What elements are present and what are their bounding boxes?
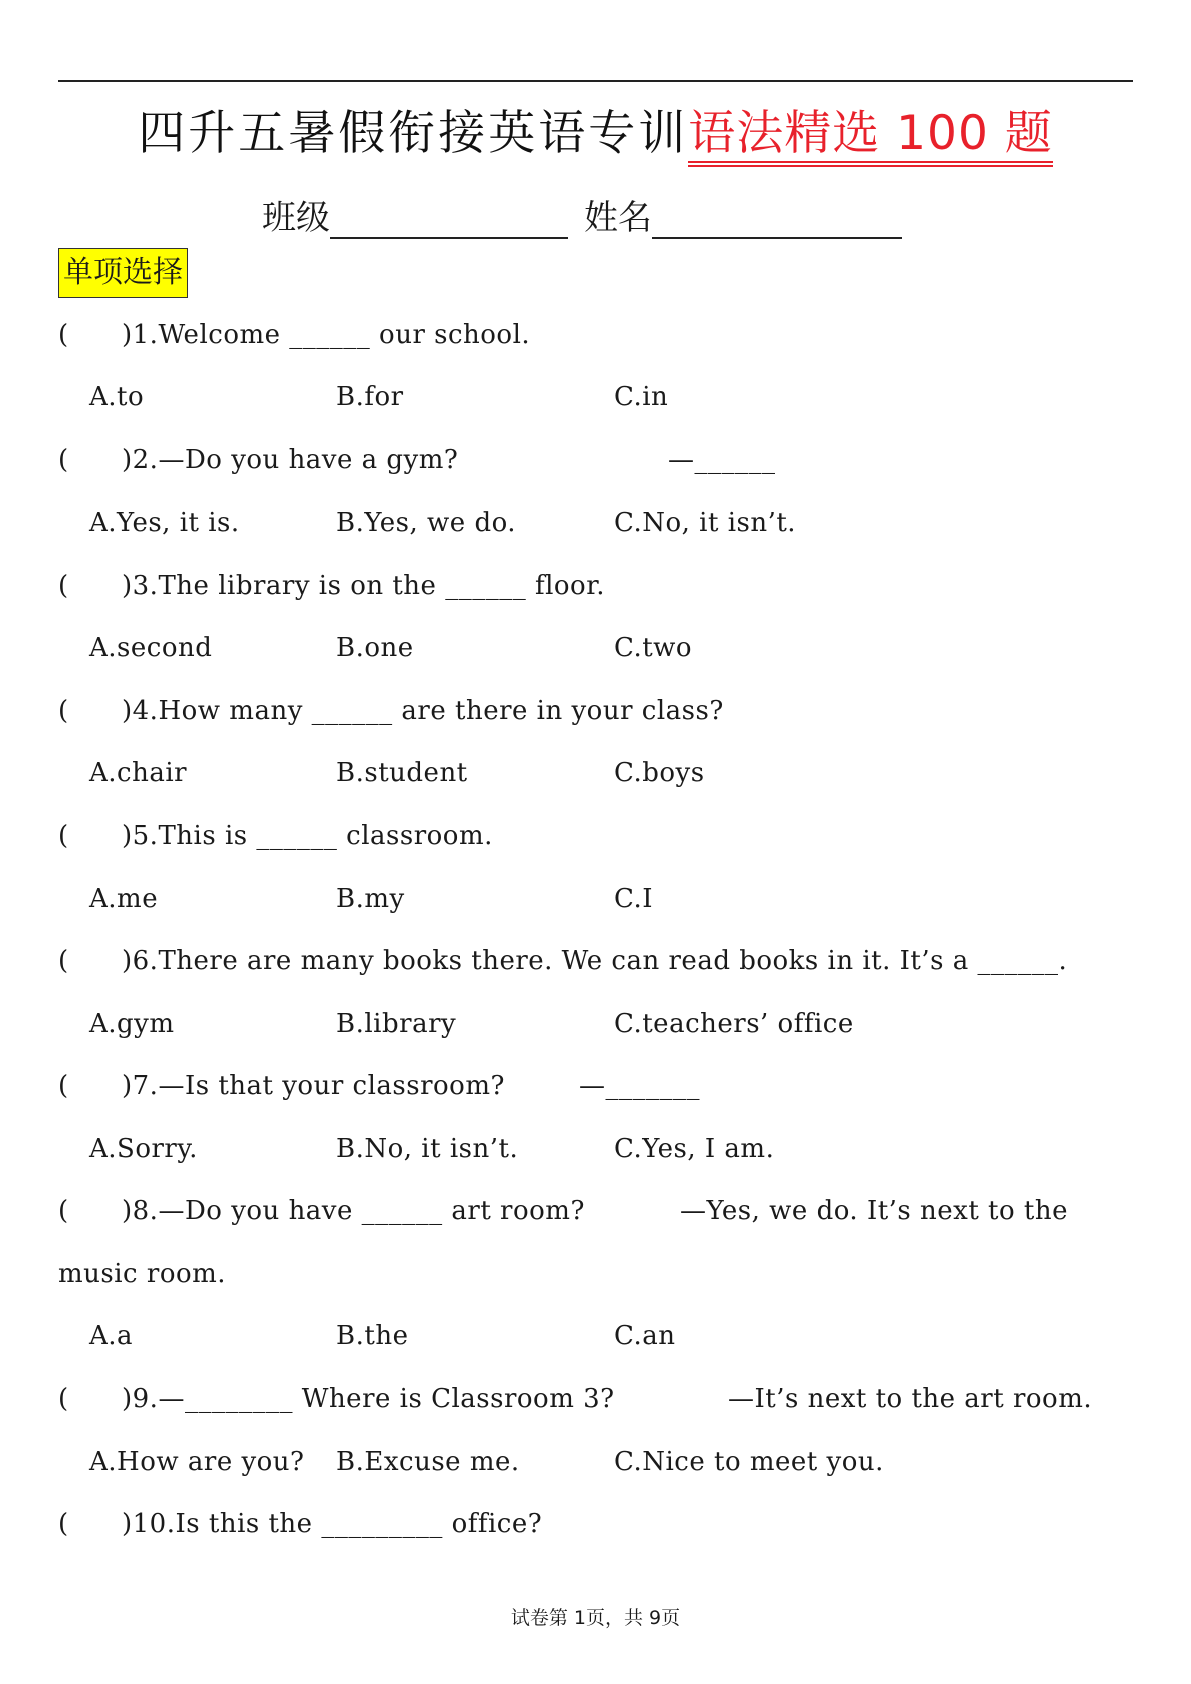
- question-1: [58, 320, 530, 350]
- question-3: [58, 571, 605, 601]
- option-c: C.Yes, I am.: [614, 1134, 775, 1164]
- question-9: [58, 1384, 615, 1414]
- option-c: C.two: [614, 633, 693, 663]
- option-c: C.Nice to meet you.: [614, 1447, 884, 1477]
- question-text: )1.Welcome ______ our school.: [122, 320, 531, 350]
- question-continuation: music room.: [58, 1259, 227, 1289]
- answer-paren: (: [58, 445, 69, 475]
- title-main: 四升五暑假衔接英语专训: [138, 106, 689, 161]
- page-footer: 试卷第 1页，共 9页: [510, 1607, 681, 1629]
- option-c: C.in: [614, 382, 669, 412]
- option-a: A.a: [89, 1321, 134, 1351]
- title-highlight: 语法精选 100 题: [688, 106, 1053, 167]
- option-b: B.my: [336, 884, 405, 914]
- class-field: [262, 190, 568, 239]
- option-a: A.Yes, it is.: [89, 508, 240, 538]
- option-a: A.to: [89, 382, 145, 412]
- question-text: )4.How many ______ are there in your class?: [122, 696, 724, 726]
- question-reply: —Yes, we do. It’s next to the: [680, 1196, 1068, 1226]
- class-label: 班级: [262, 198, 330, 238]
- option-b: B.No, it isn’t.: [336, 1134, 519, 1164]
- answer-paren: (: [58, 821, 69, 851]
- option-c: C.boys: [614, 758, 705, 788]
- option-a: A.How are you?: [89, 1447, 305, 1477]
- answer-paren: (: [58, 1196, 69, 1226]
- option-a: A.second: [89, 633, 213, 663]
- answer-paren: (: [58, 320, 69, 350]
- answer-paren: (: [58, 1509, 69, 1539]
- option-b: B.Excuse me.: [336, 1447, 520, 1477]
- question-text: )7.—Is that your classroom?: [122, 1071, 505, 1101]
- name-blank: [652, 201, 902, 239]
- top-rule: [58, 80, 1133, 82]
- question-text: )2.—Do you have a gym?: [122, 445, 459, 475]
- page-title: [0, 104, 1191, 164]
- question-text: )3.The library is on the ______ floor.: [122, 571, 606, 601]
- question-8: [58, 1196, 585, 1226]
- question-6: [58, 946, 1067, 976]
- section-tag: 单项选择: [58, 248, 188, 298]
- question-4: [58, 696, 724, 726]
- question-text: )6.There are many books there. We can read books in it. It’s a ______.: [122, 946, 1068, 976]
- question-text: )9.—________ Where is Classroom 3?: [122, 1384, 615, 1414]
- option-b: B.Yes, we do.: [336, 508, 517, 538]
- option-a: A.me: [89, 884, 159, 914]
- answer-paren: (: [58, 1071, 69, 1101]
- option-c: C.teachers’ office: [614, 1009, 854, 1039]
- option-a: A.gym: [89, 1009, 175, 1039]
- question-7: [58, 1071, 505, 1101]
- answer-paren: (: [58, 1384, 69, 1414]
- question-reply: —It’s next to the art room.: [728, 1384, 1093, 1414]
- option-a: A.Sorry.: [89, 1134, 198, 1164]
- option-b: B.student: [336, 758, 468, 788]
- option-a: A.chair: [89, 758, 188, 788]
- option-b: B.library: [336, 1009, 457, 1039]
- question-text: )10.Is this the _________ office?: [122, 1509, 543, 1539]
- question-reply: —_______: [579, 1071, 700, 1101]
- option-c: C.an: [614, 1321, 676, 1351]
- name-label: 姓名: [584, 198, 652, 238]
- question-2: [58, 445, 458, 475]
- question-10: [58, 1509, 542, 1539]
- option-c: C.No, it isn’t.: [614, 508, 797, 538]
- question-text: )8.—Do you have ______ art room?: [122, 1196, 585, 1226]
- question-text: )5.This is ______ classroom.: [122, 821, 493, 851]
- name-field: [584, 190, 902, 239]
- answer-paren: (: [58, 571, 69, 601]
- class-blank: [330, 201, 568, 239]
- question-reply: —______: [668, 445, 776, 475]
- option-c: C.I: [614, 884, 654, 914]
- question-5: [58, 821, 493, 851]
- option-b: B.one: [336, 633, 414, 663]
- answer-paren: (: [58, 696, 69, 726]
- option-b: B.the: [336, 1321, 409, 1351]
- answer-paren: (: [58, 946, 69, 976]
- option-b: B.for: [336, 382, 404, 412]
